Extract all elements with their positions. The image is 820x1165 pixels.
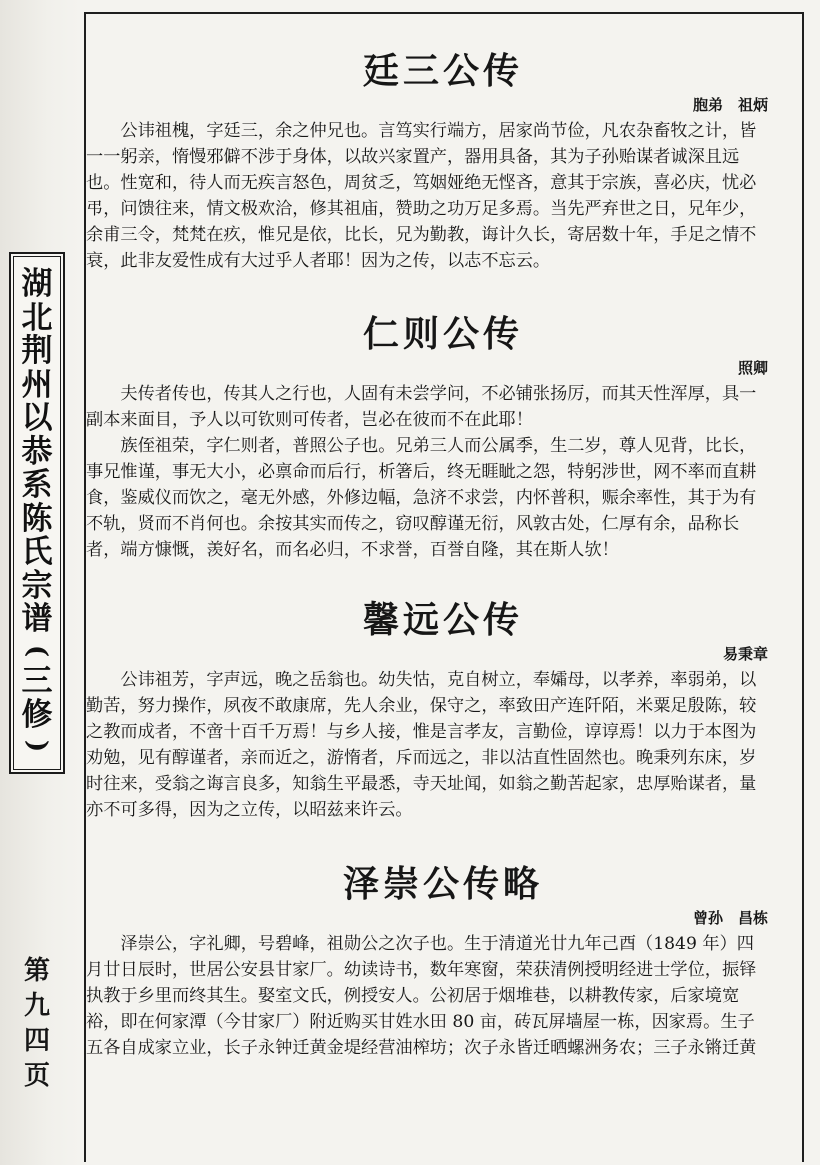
article-paragraph bbox=[86, 118, 800, 274]
article-paragraph bbox=[86, 433, 800, 563]
paragraph-line: 夫传者传也，传其人之行也，人固有未尝学问，不必铺张扬厉，而其天性浑厚，具一 bbox=[86, 384, 757, 404]
paragraph-line: 事兄惟谨，事无大小，必禀命而后行，析箸后，终无睚眦之怨，特躬涉世，网不率而直耕 bbox=[86, 462, 757, 482]
side-banner-char: 修 bbox=[21, 696, 53, 733]
article-paragraph bbox=[86, 931, 800, 1061]
page-number bbox=[22, 958, 52, 1089]
paragraph-line: 勤苦，努力操作，夙夜不敢康席，先人余业，保守之，率致田产连阡陌，米粟足殷陈，较 bbox=[86, 696, 757, 716]
paragraph-line: 也。性宽和，待人而无疾言怒色，周贫乏，笃姻娅绝无悭吝，意其于宗族，喜必庆，忧必 bbox=[86, 173, 757, 193]
side-banner-char: 州 bbox=[21, 366, 53, 403]
paragraph-line: 副本来面目，予人以可钦则可传者，岂必在彼而不在此耶！ bbox=[86, 410, 533, 430]
article-title: 馨远公传 bbox=[362, 599, 523, 641]
paragraph-line: 劝勉，见有醇谨者，亲而近之，游惰者，斥而远之，非以沽直性固然也。晚秉列东床，岁 bbox=[86, 748, 757, 768]
side-banner-char: 恭 bbox=[21, 433, 53, 470]
paragraph-line: 食，鉴威仪而饮之，毫无外感，外修边幅，急济不求尝，内怀普积，赈余率性，其于为有 bbox=[86, 488, 757, 508]
paragraph-line: 公讳祖芳，字声远，晚之岳翁也。幼失怙，克自树立，奉孀母，以孝养，率弱弟，以 bbox=[86, 670, 757, 690]
paragraph-line: 公讳祖槐，字廷三，余之仲兄也。言笃实行端方，居家尚节俭，凡农杂畜牧之计，皆 bbox=[86, 121, 757, 141]
paragraph-line: 族侄祖荣，字仁则者，普照公子也。兄弟三人而公属季，生二岁，尊人见背，比长， bbox=[86, 436, 757, 456]
side-banner-char: 氏 bbox=[21, 534, 53, 570]
paragraph-line: 者，端方慷慨，羡好名，而名必归，不求誉，百誉自隆，其在斯人欤！ bbox=[86, 540, 619, 560]
paragraph-line: 余甫三令，梵梵在疚，惟兄是依，比长，兄为勤教，诲计久长，寄居数十年，手足之情不 bbox=[86, 225, 757, 245]
article bbox=[86, 311, 800, 563]
article-paragraph bbox=[86, 667, 800, 823]
side-banner-char: ) bbox=[22, 739, 52, 753]
page-number-char: 四 bbox=[23, 1026, 50, 1056]
paragraph-line: 五各自成家立业，长子永钟迁黄金堤经营油榨坊；次子永皆迁晒螺洲务农；三子永锵迁黄 bbox=[86, 1038, 757, 1058]
side-banner-char: 谱 bbox=[21, 601, 53, 637]
side-banner-char: 荆 bbox=[21, 333, 53, 369]
paragraph-line: 弔，问馈往来，情文极欢洽，修其祖庙，赞助之功万足多焉。当先严弃世之日，兄年少， bbox=[86, 199, 757, 219]
paragraph-line: 时往来，受翁之诲言良多，知翁生平最悉，寺天址闻，如翁之勤苦起家，忠厚贻谋者，量 bbox=[86, 774, 757, 794]
paragraph-line: 泽崇公，字礼卿，号碧峰，祖勋公之次子也。生于清道光廿九年己酉（1849 年）四 bbox=[86, 934, 754, 954]
side-banner-char: 湖 bbox=[21, 266, 53, 302]
paragraph-line: 不轨，贤而不肖何也。余按其实而传之，窃叹醇谨无衍，风敦古处，仁厚有余，品称长 bbox=[86, 514, 740, 534]
paragraph-line: 月廿日辰时，世居公安县甘家厂。幼读诗书，数年寒窗，荣获清例授明经进士学位，振铎 bbox=[86, 960, 757, 980]
page-number-char: 页 bbox=[23, 1061, 50, 1091]
page-number-char: 第 bbox=[23, 956, 50, 986]
paragraph-line: 一一躬亲，惰慢邪僻不涉于身体，以故兴家置产，器用具备，其为子孙贻谋者诚深且远 bbox=[86, 147, 740, 167]
paragraph-line: 亦不可多得，因为之立传，以昭兹来许云。 bbox=[86, 800, 413, 820]
paragraph-line: 裕，即在何家潭（今甘家厂）附近购买甘姓水田 80 亩，砖瓦屏墙屋一栋，因家焉。生子 bbox=[86, 1012, 755, 1032]
article-title: 泽崇公传略 bbox=[342, 863, 543, 905]
side-banner-char: 北 bbox=[21, 299, 53, 336]
side-banner-char: 宗 bbox=[21, 567, 53, 604]
article-paragraph bbox=[86, 381, 800, 433]
page-number-char: 九 bbox=[23, 991, 50, 1021]
article-author: 照卿 bbox=[737, 359, 768, 377]
side-banner-char: 系 bbox=[21, 467, 53, 503]
side-banner-char: 以 bbox=[21, 400, 53, 436]
article bbox=[86, 597, 800, 823]
article-title: 廷三公传 bbox=[362, 50, 523, 92]
paragraph-line: 衰，此非友爱性成有大过乎人者耶！因为之传，以志不忘云。 bbox=[86, 251, 551, 271]
article-author: 易秉章 bbox=[722, 645, 768, 663]
article bbox=[86, 48, 800, 274]
side-banner-char: ( bbox=[22, 644, 52, 657]
article-author: 曾孙 昌栋 bbox=[692, 909, 768, 927]
side-banner-inner bbox=[13, 256, 61, 770]
paragraph-line: 之教而成者，不啻十百千万焉！与乡人接，惟是言孝友，言勤俭，谆谆焉！以力于本图为 bbox=[86, 722, 757, 742]
article bbox=[86, 861, 800, 1061]
side-banner-char: 三 bbox=[21, 663, 53, 699]
side-banner bbox=[9, 252, 65, 774]
article-title: 仁则公传 bbox=[362, 313, 523, 355]
paragraph-line: 执教于乡里而终其生。娶室文氏，例授安人。公初居于烟堆巷，以耕教传家，后家境宽 bbox=[86, 986, 740, 1006]
article-author: 胞弟 祖炳 bbox=[692, 96, 768, 114]
page-content bbox=[86, 48, 800, 1061]
side-banner-char: 陈 bbox=[21, 500, 53, 537]
